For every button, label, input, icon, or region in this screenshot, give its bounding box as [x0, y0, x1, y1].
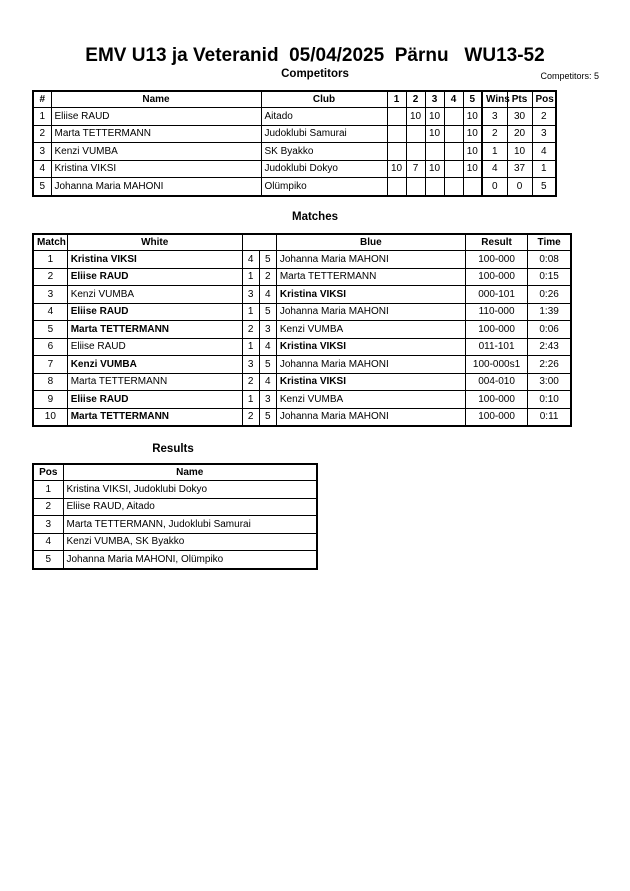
col-name: Name	[51, 91, 261, 108]
white-competitor-number: 2	[242, 373, 259, 391]
result-name: Marta TETTERMANN, Judoklubi Samurai	[63, 516, 317, 534]
blue-competitor: Kristina VIKSI	[276, 338, 465, 356]
competitor-row	[33, 143, 556, 161]
matches-table	[32, 233, 572, 427]
competitor-score-r4	[444, 160, 463, 178]
competitor-points: 0	[507, 178, 532, 196]
competitor-points: 30	[507, 108, 532, 126]
competitor-position: 5	[532, 178, 556, 196]
result-row	[33, 516, 317, 534]
match-row	[33, 321, 571, 339]
competitor-score-r4	[444, 108, 463, 126]
match-number: 7	[33, 356, 67, 374]
match-result: 100-000	[465, 251, 527, 269]
competitor-name: Johanna Maria MAHONI	[51, 178, 261, 196]
match-row	[33, 268, 571, 286]
competitor-name: Kenzi VUMBA	[51, 143, 261, 161]
white-competitor-number: 1	[242, 338, 259, 356]
competitor-score-r2	[406, 143, 425, 161]
competitor-club: SK Byakko	[261, 143, 387, 161]
match-row	[33, 338, 571, 356]
blue-competitor-number: 3	[259, 391, 276, 409]
match-number: 2	[33, 268, 67, 286]
match-time: 0:15	[528, 268, 571, 286]
results-heading: Results	[152, 443, 194, 455]
competitors-heading: Competitors	[281, 68, 349, 80]
competitor-score-r1	[387, 143, 406, 161]
white-competitor: Marta TETTERMANN	[67, 408, 242, 426]
match-number: 8	[33, 373, 67, 391]
result-name: Kenzi VUMBA, SK Byakko	[63, 533, 317, 551]
competitor-score-r5	[463, 178, 482, 196]
competitor-position: 1	[532, 160, 556, 178]
match-result: 100-000	[465, 268, 527, 286]
competitor-wins: 4	[482, 160, 507, 178]
result-position: 4	[33, 533, 63, 551]
competitor-score-r3	[425, 178, 444, 196]
competitor-score-r1: 10	[387, 160, 406, 178]
blue-competitor-number: 5	[259, 303, 276, 321]
match-time: 0:10	[528, 391, 571, 409]
match-result: 100-000	[465, 321, 527, 339]
competitor-score-r3: 10	[425, 125, 444, 143]
competitor-wins: 3	[482, 108, 507, 126]
match-result: 100-000	[465, 408, 527, 426]
competitor-wins: 0	[482, 178, 507, 196]
match-time: 3:00	[528, 373, 571, 391]
match-time: 0:08	[528, 251, 571, 269]
white-competitor-number: 1	[242, 391, 259, 409]
white-competitor-number: 2	[242, 408, 259, 426]
competitor-row	[33, 178, 556, 196]
competitor-points: 10	[507, 143, 532, 161]
col-result: Result	[465, 234, 527, 251]
competitor-score-r2	[406, 125, 425, 143]
col-time: Time	[528, 234, 571, 251]
competitor-club: Judoklubi Samurai	[261, 125, 387, 143]
match-number: 1	[33, 251, 67, 269]
competitor-position: 4	[532, 143, 556, 161]
blue-competitor: Kenzi VUMBA	[276, 391, 465, 409]
blue-competitor-number: 4	[259, 373, 276, 391]
col-r5: 5	[463, 91, 482, 108]
results-table	[32, 463, 318, 570]
match-time: 2:43	[528, 338, 571, 356]
competitor-position: 3	[532, 125, 556, 143]
white-competitor: Marta TETTERMANN	[67, 373, 242, 391]
competitors-header-row	[33, 91, 556, 108]
competitor-club: Aitado	[261, 108, 387, 126]
match-time: 2:26	[528, 356, 571, 374]
competitor-wins: 1	[482, 143, 507, 161]
match-number: 3	[33, 286, 67, 304]
blue-competitor: Marta TETTERMANN	[276, 268, 465, 286]
result-position: 3	[33, 516, 63, 534]
competitor-score-r3: 10	[425, 160, 444, 178]
white-competitor-number: 1	[242, 303, 259, 321]
blue-competitor: Johanna Maria MAHONI	[276, 303, 465, 321]
blue-competitor: Kenzi VUMBA	[276, 321, 465, 339]
col-blue: Blue	[276, 234, 465, 251]
matches-heading: Matches	[291, 211, 339, 223]
blue-competitor: Kristina VIKSI	[276, 373, 465, 391]
blue-competitor-number: 3	[259, 321, 276, 339]
col-num: #	[33, 91, 51, 108]
competitor-num: 3	[33, 143, 51, 161]
competitor-position: 2	[532, 108, 556, 126]
blue-competitor: Johanna Maria MAHONI	[276, 251, 465, 269]
match-result: 100-000s1	[465, 356, 527, 374]
blue-competitor: Kristina VIKSI	[276, 286, 465, 304]
competitor-row	[33, 160, 556, 178]
result-row	[33, 551, 317, 569]
col-white: White	[67, 234, 242, 251]
match-row	[33, 373, 571, 391]
match-row	[33, 356, 571, 374]
col-pos: Pos	[532, 91, 556, 108]
competitor-name: Kristina VIKSI	[51, 160, 261, 178]
competitor-name: Eliise RAUD	[51, 108, 261, 126]
matches-header-row	[33, 234, 571, 251]
competitor-row	[33, 125, 556, 143]
competitor-points: 20	[507, 125, 532, 143]
competitor-score-r2: 7	[406, 160, 425, 178]
competitor-score-r5: 10	[463, 143, 482, 161]
result-row	[33, 498, 317, 516]
col-club: Club	[261, 91, 387, 108]
match-row	[33, 286, 571, 304]
competitor-score-r4	[444, 178, 463, 196]
competitor-row	[33, 108, 556, 126]
col-result-name: Name	[63, 464, 317, 481]
match-row	[33, 408, 571, 426]
match-result: 011-101	[465, 338, 527, 356]
match-result: 110-000	[465, 303, 527, 321]
match-result: 100-000	[465, 391, 527, 409]
match-time: 0:26	[528, 286, 571, 304]
competitor-score-r3	[425, 143, 444, 161]
match-number: 6	[33, 338, 67, 356]
match-number: 5	[33, 321, 67, 339]
blue-competitor-number: 2	[259, 268, 276, 286]
white-competitor-number: 1	[242, 268, 259, 286]
page-title: EMV U13 ja Veteranid 05/04/2025 Pärnu WU13-52	[85, 45, 545, 66]
competitor-club: Olümpiko	[261, 178, 387, 196]
col-result-pos: Pos	[33, 464, 63, 481]
competitor-score-r3: 10	[425, 108, 444, 126]
competitor-score-r5: 10	[463, 108, 482, 126]
white-competitor: Marta TETTERMANN	[67, 321, 242, 339]
competitor-num: 5	[33, 178, 51, 196]
competitor-num: 2	[33, 125, 51, 143]
blue-competitor-number: 4	[259, 286, 276, 304]
competitor-club: Judoklubi Dokyo	[261, 160, 387, 178]
results-header-row	[33, 464, 317, 481]
blue-competitor-number: 4	[259, 338, 276, 356]
match-row	[33, 251, 571, 269]
white-competitor: Eliise RAUD	[67, 268, 242, 286]
competitors-count: Competitors: 5	[540, 71, 599, 81]
result-position: 5	[33, 551, 63, 569]
result-position: 1	[33, 481, 63, 499]
match-number: 9	[33, 391, 67, 409]
match-time: 0:11	[528, 408, 571, 426]
white-competitor-number: 4	[242, 251, 259, 269]
competitor-name: Marta TETTERMANN	[51, 125, 261, 143]
competitor-score-r1	[387, 178, 406, 196]
col-spacer	[242, 234, 276, 251]
col-match: Match	[33, 234, 67, 251]
blue-competitor: Johanna Maria MAHONI	[276, 408, 465, 426]
col-r1: 1	[387, 91, 406, 108]
blue-competitor-number: 5	[259, 356, 276, 374]
col-wins: Wins	[482, 91, 507, 108]
match-row	[33, 303, 571, 321]
white-competitor: Kenzi VUMBA	[67, 286, 242, 304]
result-name: Eliise RAUD, Aitado	[63, 498, 317, 516]
competitor-num: 4	[33, 160, 51, 178]
white-competitor-number: 3	[242, 356, 259, 374]
competitor-score-r2	[406, 178, 425, 196]
result-name: Kristina VIKSI, Judoklubi Dokyo	[63, 481, 317, 499]
blue-competitor-number: 5	[259, 251, 276, 269]
white-competitor: Eliise RAUD	[67, 391, 242, 409]
white-competitor: Eliise RAUD	[67, 338, 242, 356]
match-time: 1:39	[528, 303, 571, 321]
competitor-points: 37	[507, 160, 532, 178]
match-number: 4	[33, 303, 67, 321]
competitor-score-r1	[387, 108, 406, 126]
result-row	[33, 481, 317, 499]
competitor-score-r5: 10	[463, 160, 482, 178]
white-competitor: Eliise RAUD	[67, 303, 242, 321]
col-r2: 2	[406, 91, 425, 108]
white-competitor: Kristina VIKSI	[67, 251, 242, 269]
competitor-num: 1	[33, 108, 51, 126]
col-pts: Pts	[507, 91, 532, 108]
match-result: 004-010	[465, 373, 527, 391]
match-row	[33, 391, 571, 409]
match-number: 10	[33, 408, 67, 426]
competitor-score-r2: 10	[406, 108, 425, 126]
col-r4: 4	[444, 91, 463, 108]
competitor-wins: 2	[482, 125, 507, 143]
col-r3: 3	[425, 91, 444, 108]
competitor-score-r5: 10	[463, 125, 482, 143]
white-competitor: Kenzi VUMBA	[67, 356, 242, 374]
competitor-score-r1	[387, 125, 406, 143]
competitor-score-r4	[444, 143, 463, 161]
result-row	[33, 533, 317, 551]
match-time: 0:06	[528, 321, 571, 339]
result-name: Johanna Maria MAHONI, Olümpiko	[63, 551, 317, 569]
blue-competitor-number: 5	[259, 408, 276, 426]
competitors-table	[32, 90, 557, 197]
blue-competitor: Johanna Maria MAHONI	[276, 356, 465, 374]
competitor-score-r4	[444, 125, 463, 143]
match-result: 000-101	[465, 286, 527, 304]
white-competitor-number: 2	[242, 321, 259, 339]
white-competitor-number: 3	[242, 286, 259, 304]
result-position: 2	[33, 498, 63, 516]
